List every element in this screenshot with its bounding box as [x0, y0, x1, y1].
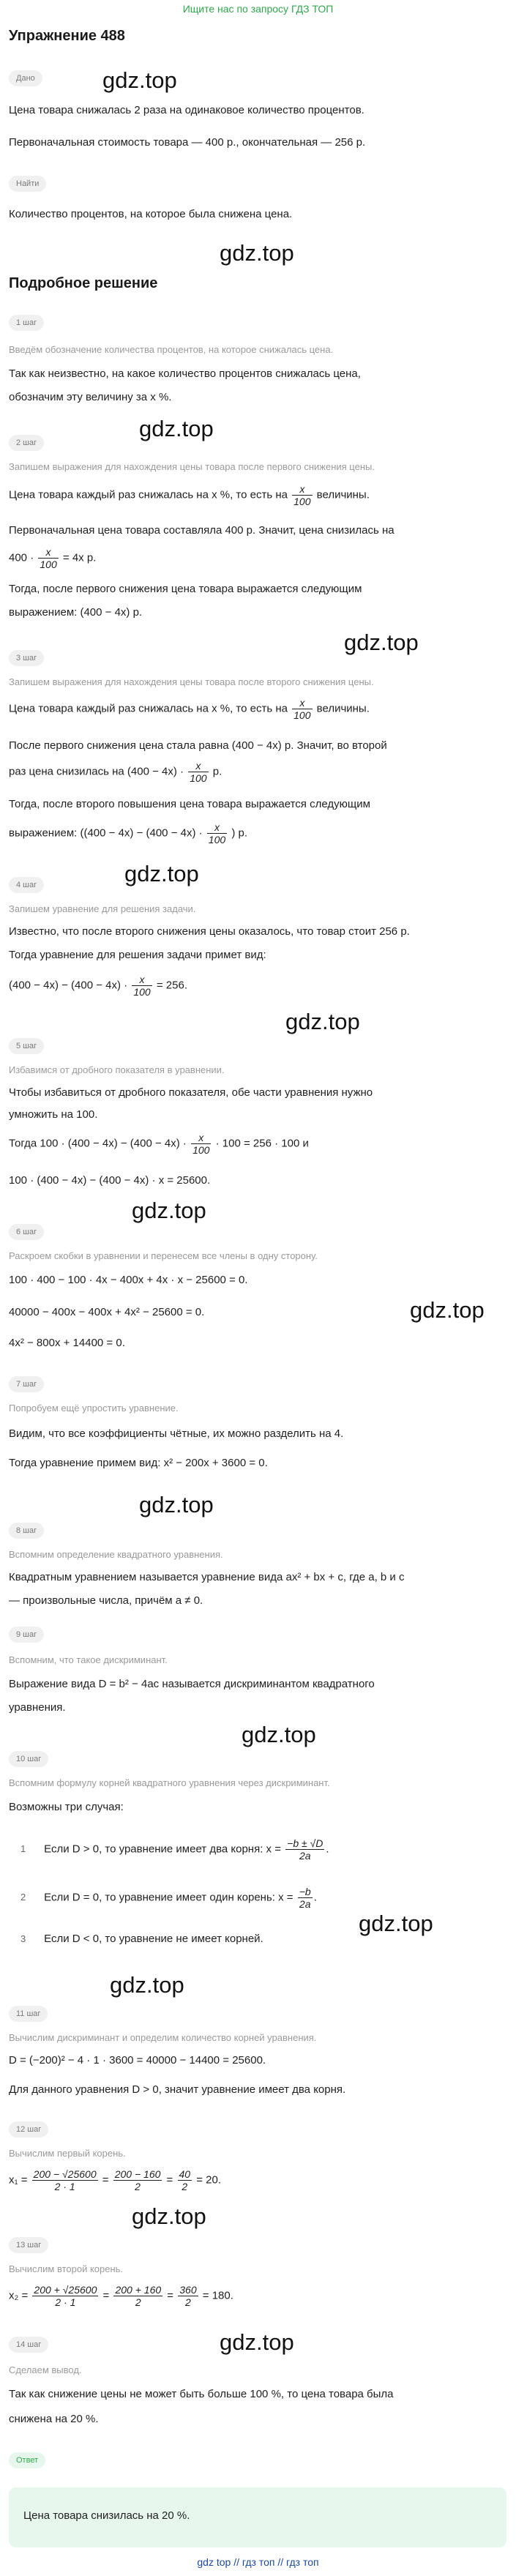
step-text: [9, 760, 222, 784]
step-text: Для данного уравнения D > 0, значит уравнение имеет два корня.: [9, 2083, 346, 2096]
step-text: Так как неизвестно, на какое количество процентов снижалась цена,: [9, 367, 361, 380]
step-text: Чтобы избавиться от дробного показателя, обе части уравнения нужно: [9, 1086, 373, 1099]
step-hint: Запишем выражения для нахождения цены товара после второго снижения цены.: [9, 676, 374, 687]
step-text: [9, 483, 370, 507]
fraction: [32, 2284, 98, 2308]
watermark: gdz.top: [139, 416, 214, 441]
step-text: После первого снижения цена стала равна (400 − 4x) р. Значит, во второй: [9, 739, 387, 752]
step-text-part: = 256.: [156, 979, 187, 992]
fraction-num: x: [191, 1132, 211, 1144]
step-text: Известно, что после второго снижения цены оказалось, что товар стоит 256 р.: [9, 925, 410, 938]
fraction-den: 100: [133, 986, 151, 998]
fraction: [178, 2284, 198, 2308]
answer-badge: Ответ: [9, 2452, 45, 2468]
list-num: 2: [20, 1892, 26, 1903]
formula-part: = 180.: [202, 2289, 233, 2302]
watermark: gdz.top: [124, 861, 199, 886]
step-text: 100 · (400 − 4x) − (400 − 4x) · x = 25600.: [9, 1174, 211, 1187]
fraction: [32, 2168, 98, 2192]
watermark: gdz.top: [139, 1492, 214, 1517]
step-text: Возможны три случая:: [9, 1801, 124, 1813]
given-line-2: Первоначальная стоимость товара — 400 р., окончательная — 256 р.: [9, 136, 366, 149]
watermark: gdz.top: [220, 2329, 294, 2355]
step-text: умножить на 100.: [9, 1108, 98, 1121]
step-hint: Вычислим дискриминант и определим количество корней уравнения.: [9, 2032, 317, 2043]
step-text-part: 400 ·: [9, 551, 34, 564]
step-text-part: величины.: [316, 488, 370, 501]
fraction-num: 200 + √25600: [34, 2284, 97, 2296]
list-item: 2 Если D = 0, то уравнение имеет один корень: x = $\frac{-b}{2a}$ .: [20, 1886, 317, 1910]
step-text: [9, 821, 247, 845]
fraction-den: 2 · 1: [55, 2296, 76, 2308]
fraction-den: 2 · 1: [54, 2181, 75, 2192]
watermark: gdz.top: [359, 1911, 433, 1936]
fraction-num: x: [292, 483, 312, 496]
search-hint-link[interactable]: Ищите нас по запросу ГДЗ ТОП: [182, 3, 334, 15]
fraction-num: x: [38, 546, 58, 559]
step-badge: 2 шаг: [9, 435, 44, 451]
solution-title: Подробное решение: [9, 275, 158, 291]
formula-part: x₁ =: [9, 2173, 28, 2187]
fraction-num: 200 + 160: [115, 2284, 162, 2296]
fraction: [178, 2168, 192, 2192]
fraction-den: 100: [208, 834, 226, 845]
step-text: [9, 974, 187, 998]
watermark: gdz.top: [410, 1297, 485, 1323]
given-badge: Дано: [9, 70, 42, 86]
list-text: Если D = 0, то уравнение имеет один корень: x =: [44, 1891, 293, 1904]
step-hint: Запишем выражения для нахождения цены товара после первого снижения цены.: [9, 461, 375, 472]
step-badge: 12 шаг: [9, 2121, 48, 2138]
watermark: gdz.top: [220, 240, 294, 266]
step-badge: 13 шаг: [9, 2237, 48, 2253]
step-badge: 14 шаг: [9, 2337, 48, 2353]
step-badge: 7 шаг: [9, 1376, 44, 1392]
step-text-part: ) р.: [231, 826, 248, 840]
find-line: Количество процентов, на которое была снижена цена.: [9, 208, 293, 220]
step-text: Тогда, после первого снижения цена товара выражается следующим: [9, 583, 362, 595]
step-badge: 9 шаг: [9, 1627, 44, 1643]
step-badge: 3 шаг: [9, 650, 44, 666]
step-text: снижена на 20 %.: [9, 2413, 99, 2425]
fraction-den: 100: [293, 496, 311, 507]
fraction-den: 2: [185, 2296, 191, 2308]
step-text-part: (400 − 4x) − (400 − 4x) ·: [9, 979, 128, 992]
step-badge: 6 шаг: [9, 1224, 44, 1240]
formula-part: = 20.: [196, 2173, 222, 2187]
fraction: [285, 1837, 324, 1862]
step-text: x₁ = $\frac{200 - √25600}{2 \cdot 1}$ = $\frac{200 - 160}{2}$ = $\frac{40}{2}$ = 20.: [9, 2168, 222, 2192]
list-text: Если D < 0, то уравнение не имеет корней.: [44, 1933, 263, 1945]
list-item: [20, 1933, 263, 1945]
step-badge: 10 шаг: [9, 1751, 48, 1767]
watermark: gdz.top: [110, 1972, 184, 1998]
fraction: [292, 483, 312, 507]
step-text: Видим, что все коэффициенты чётные, их можно разделить на 4.: [9, 1427, 344, 1440]
fraction: [292, 697, 312, 721]
step-text: x₂ = $\frac{200 + √25600}{2 \cdot 1}$ = $\frac{200 + 160}{2}$ = $\frac{360}{2}$ = 180.: [9, 2284, 233, 2308]
fraction: [191, 1132, 211, 1156]
page-title: Упражнение 488: [9, 28, 125, 44]
step-hint: Вспомним определение квадратного уравнения.: [9, 1549, 223, 1560]
step-hint: Избавимся от дробного показателя в уравнении.: [9, 1064, 225, 1075]
step-badge: 8 шаг: [9, 1523, 44, 1539]
fraction-den: 2: [135, 2296, 141, 2308]
step-text: Так как снижение цены не может быть больше 100 %, то цена товара была: [9, 2388, 394, 2400]
fraction: [207, 821, 227, 845]
step-text: Квадратным уравнением называется уравнение вида ax² + bx + c, где a, b и c: [9, 1571, 405, 1583]
fraction-num: x: [132, 974, 152, 986]
step-text: обозначим эту величину за x %.: [9, 391, 172, 403]
fraction-den: 100: [40, 559, 57, 570]
step-text: Тогда, после второго повышения цена товара выражается следующим: [9, 798, 370, 810]
step-text: Тогда уравнение примем вид: x² − 200x + 3600 = 0.: [9, 1457, 268, 1469]
list-item: 1 Если D > 0, то уравнение имеет два корня: x = $\frac{-b \pm √D}{2a}$ .: [20, 1837, 329, 1862]
fraction-num: 360: [179, 2284, 197, 2296]
fraction-den: 2: [182, 2181, 188, 2192]
fraction-num: x: [188, 760, 208, 772]
fraction-num: −b ± √D: [287, 1837, 324, 1849]
step-badge: 1 шаг: [9, 315, 44, 331]
fraction-num: x: [207, 821, 227, 834]
step-badge: 4 шаг: [9, 877, 44, 893]
step-text-part: р.: [212, 765, 223, 778]
step-hint: Попробуем ещё упростить уравнение.: [9, 1403, 179, 1414]
fraction: [188, 760, 208, 784]
step-hint: Введём обозначение количества процентов, на которое снижалась цена.: [9, 344, 334, 355]
watermark: gdz.top: [132, 1198, 206, 1223]
watermark: gdz.top: [102, 67, 177, 93]
fraction-den: 100: [293, 709, 311, 721]
fraction-den: 100: [190, 772, 207, 784]
step-text-part: · 100 = 256 · 100 и: [215, 1137, 309, 1150]
fraction-num: 200 − 160: [114, 2168, 161, 2180]
fraction: [132, 974, 152, 998]
formula-part: x₂ =: [9, 2289, 29, 2302]
step-text: [9, 1132, 309, 1156]
step-text: D = (−200)² − 4 · 1 · 3600 = 40000 − 14400 = 25600.: [9, 2054, 266, 2067]
list-num: 1: [20, 1843, 26, 1855]
list-num: 3: [20, 1933, 26, 1944]
step-text: выражением: (400 − 4x) р.: [9, 606, 143, 619]
fraction-num: −b: [299, 1886, 311, 1897]
fraction-den: 2a: [299, 1850, 311, 1862]
step-hint: Запишем уравнение для решения задачи.: [9, 903, 196, 914]
step-badge: 5 шаг: [9, 1038, 44, 1054]
fraction-num: 200 − √25600: [33, 2168, 97, 2180]
step-text: Первоначальная цена товара составляла 400 р. Значит, цена снизилась на: [9, 524, 395, 537]
given-line-1: Цена товара снижалась 2 раза на одинаковое количество процентов.: [9, 104, 364, 116]
fraction: [113, 2284, 162, 2308]
fraction-den: 2a: [299, 1898, 311, 1910]
step-text: 100 · 400 − 100 · 4x − 400x + 4x · x − 25600 = 0.: [9, 1274, 248, 1286]
step-text-part: величины.: [316, 702, 370, 715]
step-hint: Вспомним, что такое дискриминант.: [9, 1654, 168, 1665]
step-text: 4x² − 800x + 14400 = 0.: [9, 1337, 125, 1349]
step-text: Выражение вида D = b² − 4ac называется дискриминантом квадратного: [9, 1678, 375, 1690]
fraction-num: x: [292, 697, 312, 709]
step-text-part: = 4x р.: [62, 551, 97, 564]
watermark: gdz.top: [132, 2203, 206, 2229]
step-text: Тогда уравнение для решения задачи примет вид:: [9, 949, 266, 961]
step-text: [9, 546, 96, 570]
watermark: gdz.top: [242, 1722, 316, 1747]
watermark: gdz.top: [344, 630, 419, 655]
step-text-part: раз цена снизилась на (400 − 4x) ·: [9, 765, 184, 778]
step-text: уравнения.: [9, 1701, 66, 1714]
step-text-part: Цена товара каждый раз снижалась на x %, то есть на: [9, 488, 288, 501]
step-text-part: Цена товара каждый раз снижалась на x %, то есть на: [9, 702, 288, 715]
step-text: 40000 − 400x − 400x + 4x² − 25600 = 0.: [9, 1306, 205, 1318]
fraction: [298, 1886, 313, 1910]
step-text: [9, 697, 370, 721]
fraction: [38, 546, 58, 570]
fraction-den: 2: [135, 2181, 141, 2192]
answer-box: [9, 2487, 506, 2547]
step-hint: Вычислим первый корень.: [9, 2148, 126, 2159]
fraction-den: 100: [192, 1144, 210, 1156]
step-hint: Раскроем скобки в уравнении и перенесем все члены в одну сторону.: [9, 1250, 318, 1261]
step-badge: 11 шаг: [9, 2006, 48, 2022]
step-text: — произвольные числа, причём a ≠ 0.: [9, 1594, 203, 1607]
list-text: Если D > 0, то уравнение имеет два корня: x =: [44, 1843, 281, 1856]
fraction: [113, 2168, 162, 2192]
step-hint: Сделаем вывод.: [9, 2364, 82, 2375]
answer-text: Цена товара снизилась на 20 %.: [23, 2509, 190, 2522]
step-hint: Вспомним формулу корней квадратного уравнения через дискриминант.: [9, 1777, 330, 1788]
step-text-part: выражением: ((400 − 4x) − (400 − 4x) ·: [9, 826, 203, 840]
watermark: gdz.top: [285, 1009, 360, 1034]
footer-links[interactable]: gdz top // гдз топ // гдз топ: [197, 2556, 319, 2568]
step-hint: Вычислим второй корень.: [9, 2263, 124, 2274]
step-text-part: Тогда 100 · (400 − 4x) − (400 − 4x) ·: [9, 1137, 187, 1150]
find-badge: Найти: [9, 176, 46, 192]
fraction-num: 40: [179, 2168, 191, 2180]
